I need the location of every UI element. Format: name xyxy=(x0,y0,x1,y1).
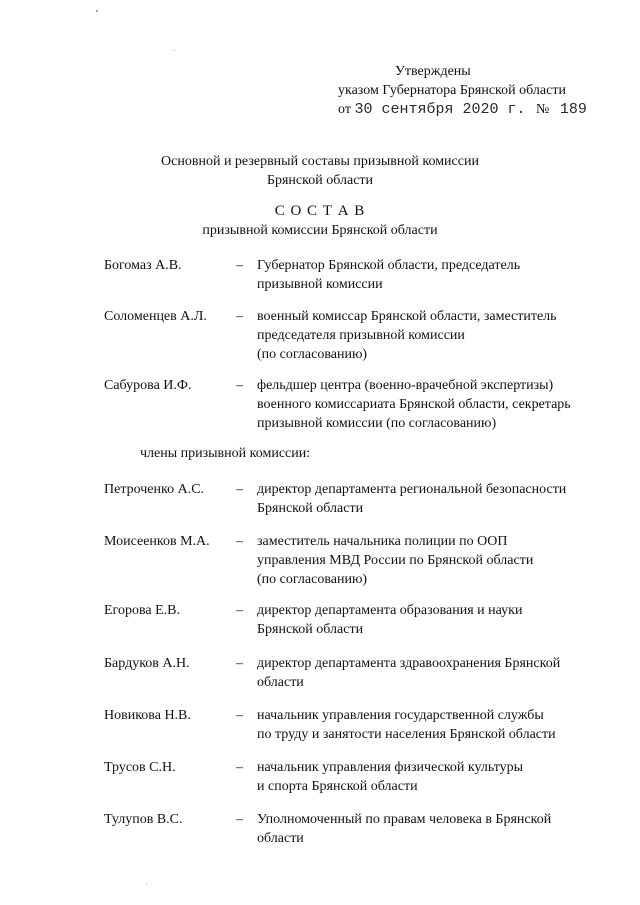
role-line: начальник управления государственной службы xyxy=(257,708,544,723)
role-line: Брянской области xyxy=(257,622,364,637)
approval-date-prefix: от xyxy=(338,102,351,117)
members-heading: члены призывной комиссии: xyxy=(140,446,311,461)
member-role xyxy=(257,758,523,796)
member-dash: – xyxy=(236,482,243,497)
member-name: Богомаз А.В. xyxy=(104,258,182,273)
member-role xyxy=(257,532,533,589)
role-line: военного комиссариата Брянской области, секретарь xyxy=(257,397,571,412)
member-role xyxy=(257,307,557,364)
approval-title: Утверждены xyxy=(395,64,471,79)
member-role xyxy=(257,654,560,692)
section-subtitle: призывной комиссии Брянской области xyxy=(202,223,438,238)
role-line: заместитель начальника полиции по ООП xyxy=(257,534,508,549)
member-dash: – xyxy=(236,708,243,723)
member-name: Сабурова И.Ф. xyxy=(104,378,192,393)
role-line: (по согласованию) xyxy=(257,347,368,362)
role-line: области xyxy=(257,831,304,846)
role-line: Брянской области xyxy=(257,501,364,516)
member-role xyxy=(257,601,522,639)
approval-number: 189 xyxy=(559,101,587,118)
role-line: управления МВД России по Брянской области xyxy=(257,553,534,568)
member-name: Соломенцев А.Л. xyxy=(104,309,207,324)
approval-date-line xyxy=(338,100,587,119)
member-dash: – xyxy=(236,812,243,827)
role-line: призывной комиссии xyxy=(257,277,383,292)
member-name: Моисеенков М.А. xyxy=(104,534,210,549)
scan-speck xyxy=(174,50,175,51)
member-role xyxy=(257,480,566,518)
role-line: военный комиссар Брянской области, заместитель xyxy=(257,309,557,324)
section-title: С О С Т А В xyxy=(274,203,366,219)
document-title-line2: Брянской области xyxy=(266,173,374,188)
scan-speck xyxy=(146,884,147,885)
member-dash: – xyxy=(236,309,243,324)
role-line: призывной комиссии (по согласованию) xyxy=(257,416,497,431)
role-line: (по согласованию) xyxy=(257,572,368,587)
member-name: Новикова Н.В. xyxy=(104,708,191,723)
member-role xyxy=(257,256,520,294)
member-role xyxy=(257,810,551,848)
role-line: директор департамента образования и науки xyxy=(257,603,523,618)
member-name: Тулупов В.С. xyxy=(104,812,183,827)
role-line: директор департамента здравоохранения Брянской xyxy=(257,656,561,671)
member-dash: – xyxy=(236,760,243,775)
role-line: и спорта Брянской области xyxy=(257,779,418,794)
member-dash: – xyxy=(236,603,243,618)
approval-decree: указом Губернатора Брянской области xyxy=(338,83,566,98)
member-name: Петроченко А.С. xyxy=(104,482,205,497)
member-role xyxy=(257,376,571,433)
role-line: области xyxy=(257,675,304,690)
scan-speck xyxy=(96,10,98,12)
member-dash: – xyxy=(236,378,243,393)
role-line: председателя призывной комиссии xyxy=(257,328,465,343)
role-line: по труду и занятости населения Брянской области xyxy=(257,727,556,742)
member-dash: – xyxy=(236,534,243,549)
member-role xyxy=(257,706,556,744)
role-line: Губернатор Брянской области, председатель xyxy=(257,258,521,273)
approval-date: 30 сентября 2020 г. xyxy=(354,101,526,118)
member-name: Егорова Е.В. xyxy=(104,603,180,618)
role-line: Уполномоченный по правам человека в Брянской xyxy=(257,812,552,827)
member-dash: – xyxy=(236,258,243,273)
member-name: Трусов С.Н. xyxy=(104,760,176,775)
role-line: начальник управления физической культуры xyxy=(257,760,524,775)
member-dash: – xyxy=(236,656,243,671)
role-line: фельдшер центра (военно-врачебной экспертизы) xyxy=(257,378,554,393)
document-title-line1: Основной и резервный составы призывной комиссии xyxy=(161,154,479,169)
approval-number-sign: № xyxy=(535,102,550,117)
member-name: Бардуков А.Н. xyxy=(104,656,190,671)
role-line: директор департамента региональной безопасности xyxy=(257,482,567,497)
